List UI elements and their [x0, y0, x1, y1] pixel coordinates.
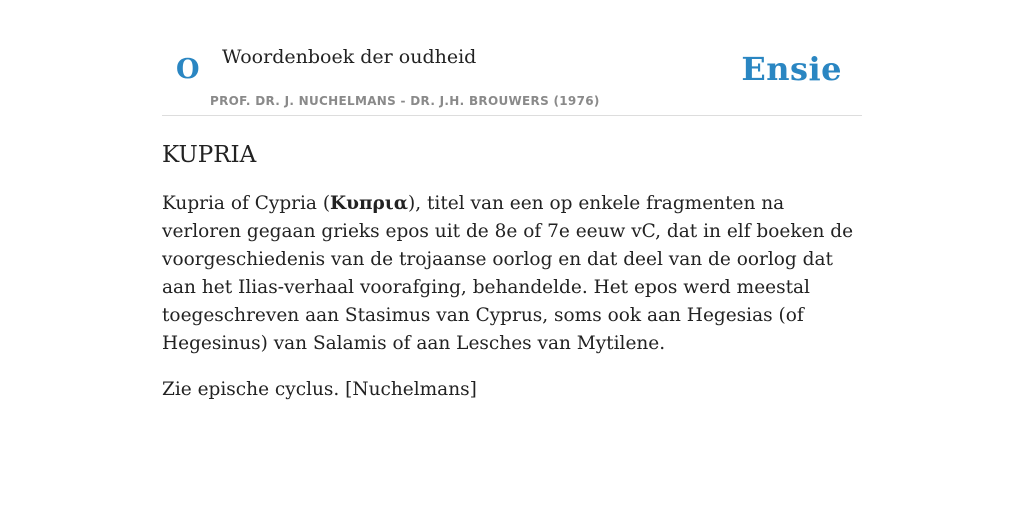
see-also-paragraph: Zie epische cyclus. [Nuchelmans]: [162, 379, 477, 400]
dictionary-header: [162, 40, 862, 116]
article: [162, 140, 862, 404]
paragraph-text-after: ), titel van een op enkele fragmenten na verloren gegaan grieks epos uit de 8e of 7e eeuw vC, dat in elf boeken de voorgeschiedenis van de trojaanse oorlog en dat deel van de oorlog dat aan het Ilias-verhaal voorafging, behandelde. Het epos werd meestal toegeschreven aan Stasimus van Cyprus, soms ook aan Hegesias (of Hegesinus) van Salamis of aan Lesches van Mytilene.: [162, 193, 854, 354]
page-title: KUPRIA: [162, 142, 257, 168]
letter-index-link[interactable]: O: [176, 54, 200, 85]
article-paragraph: [162, 190, 862, 358]
ensie-logo-link[interactable]: Ensie: [741, 50, 842, 88]
dictionary-title-link[interactable]: Woordenboek der oudheid: [222, 46, 477, 68]
greek-term: Κυπρια: [330, 193, 408, 214]
dictionary-authors: PROF. DR. J. NUCHELMANS - DR. J.H. BROUWERS (1976): [210, 94, 600, 108]
paragraph-text-before: Kupria of Cypria (: [162, 193, 331, 214]
